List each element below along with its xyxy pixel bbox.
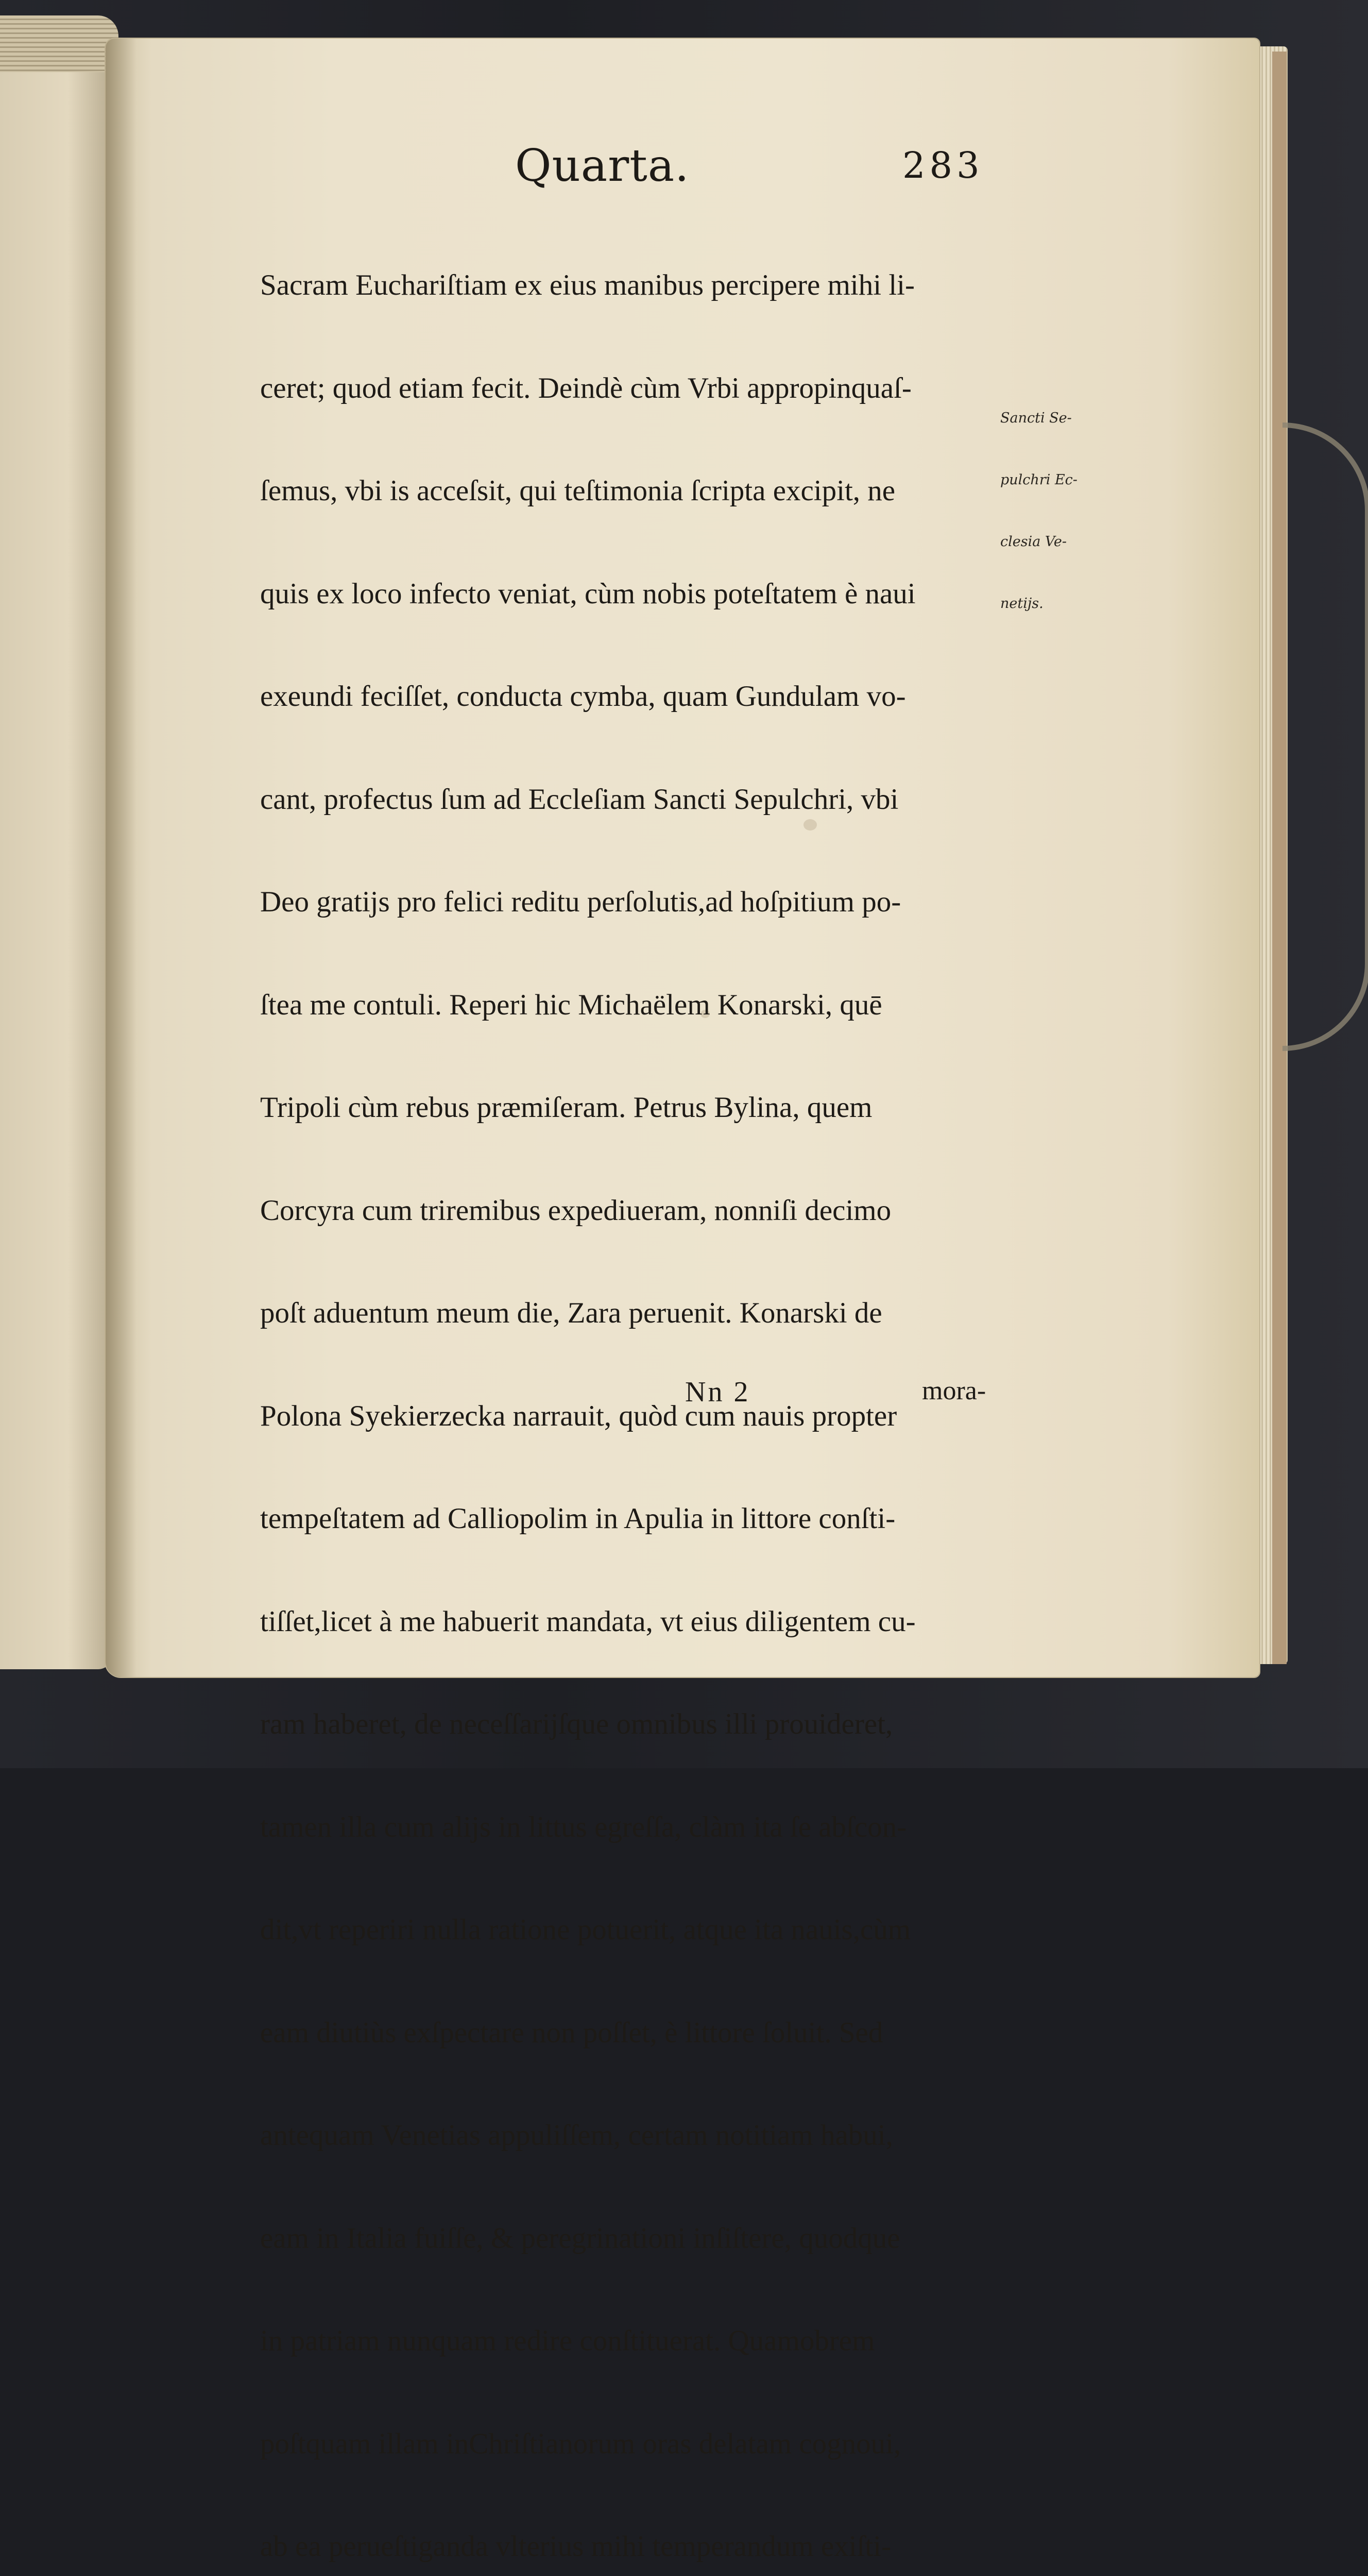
running-head: Quarta. <box>515 140 690 192</box>
margin-note-line: Sancti Se- <box>1000 410 1072 426</box>
text-line: Tripoli cùm rebus præmiſeram. Petrus Bylina, quem <box>260 1091 873 1124</box>
previous-page-edge <box>0 21 113 1669</box>
text-line: Corcyra cum triremibus expediueram, nonniſi decimo <box>260 1194 892 1227</box>
text-line: ceret; quod etiam fecit. Deindè cùm Vrbi appropinquaſ- <box>260 371 912 404</box>
page-number: 283 <box>902 144 984 187</box>
text-line: cant, profectus ſum ad Eccleſiam Sancti Sepulchri, vbi <box>260 783 899 816</box>
text-line: Polona Syekierzecka narrauit, quòd cum nauis propter <box>260 1399 897 1432</box>
text-line: Deo gratijs pro felici reditu perſolutis,ad hoſpitium po- <box>260 886 901 918</box>
text-line: dit,vt reperiri nulla ratione potuerit, atque ita nauis,cùm <box>260 1913 911 1946</box>
text-line: ram haberet, de neceſſarijſque omnibus illi prouideret, <box>260 1708 893 1740</box>
text-line: ſemus, vbi is acceſsit, qui teſtimonia ſcripta excipit, ne <box>260 474 896 507</box>
margin-note <box>1000 367 1078 635</box>
text-line: poſtquam illam inChriſtianorum oras delatam cognoui, <box>260 2427 901 2460</box>
text-line: eam diutiùs exſpectare non poſſet, è littore ſoluit. Sed <box>260 2016 883 2049</box>
text-line: in patriam nunquam redire conſtituerat. Quamobrem <box>260 2325 875 2357</box>
text-line: quis ex loco infecto veniat, cùm nobis poteſtatem è naui <box>260 577 916 610</box>
text-line: tempeſtatem ad Calliopolim in Apulia in littore conſti- <box>260 1502 896 1535</box>
text-line: tiſſet,licet à me habuerit mandata, vt eius diligentem cu- <box>260 1605 916 1638</box>
catchword: mora- <box>922 1376 986 1405</box>
text-line: antequam Venetias appuliſſem, certam notitiam habui, <box>260 2119 893 2151</box>
margin-note-line: netijs. <box>1000 596 1044 612</box>
signature-mark: Nn 2 <box>685 1376 750 1408</box>
text-line: ab ea perueſtiganda vlterius mihi temperandum exiſti- <box>260 2530 892 2563</box>
text-line: exeundi feciſſet, conducta cymba, quam Gundulam vo- <box>260 680 906 713</box>
previous-page-fore-edge <box>0 15 118 72</box>
text-line: poſt aduentum meum die, Zara peruenit. Konarski de <box>260 1297 882 1329</box>
margin-note-line: pulchri Ec- <box>1000 472 1078 488</box>
margin-note-line: clesia Ve- <box>1000 534 1067 550</box>
text-line: tamen illa cum alijs in littus egreſſa, clàm ita ſe abſcon- <box>260 1810 907 1843</box>
text-line: ſtea me contuli. Reperi hic Michaëlem Konarski, quē <box>260 988 882 1021</box>
body-text <box>260 200 1007 2576</box>
text-line: eam in Italia fuiſſe, & peregrinationi inſiſtere, quodque <box>260 2222 900 2255</box>
gutter-shadow <box>106 39 136 1677</box>
bookmark-string <box>1282 422 1368 1051</box>
text-line: Sacram Euchariſtiam ex eius manibus percipere mihi li- <box>260 269 915 301</box>
